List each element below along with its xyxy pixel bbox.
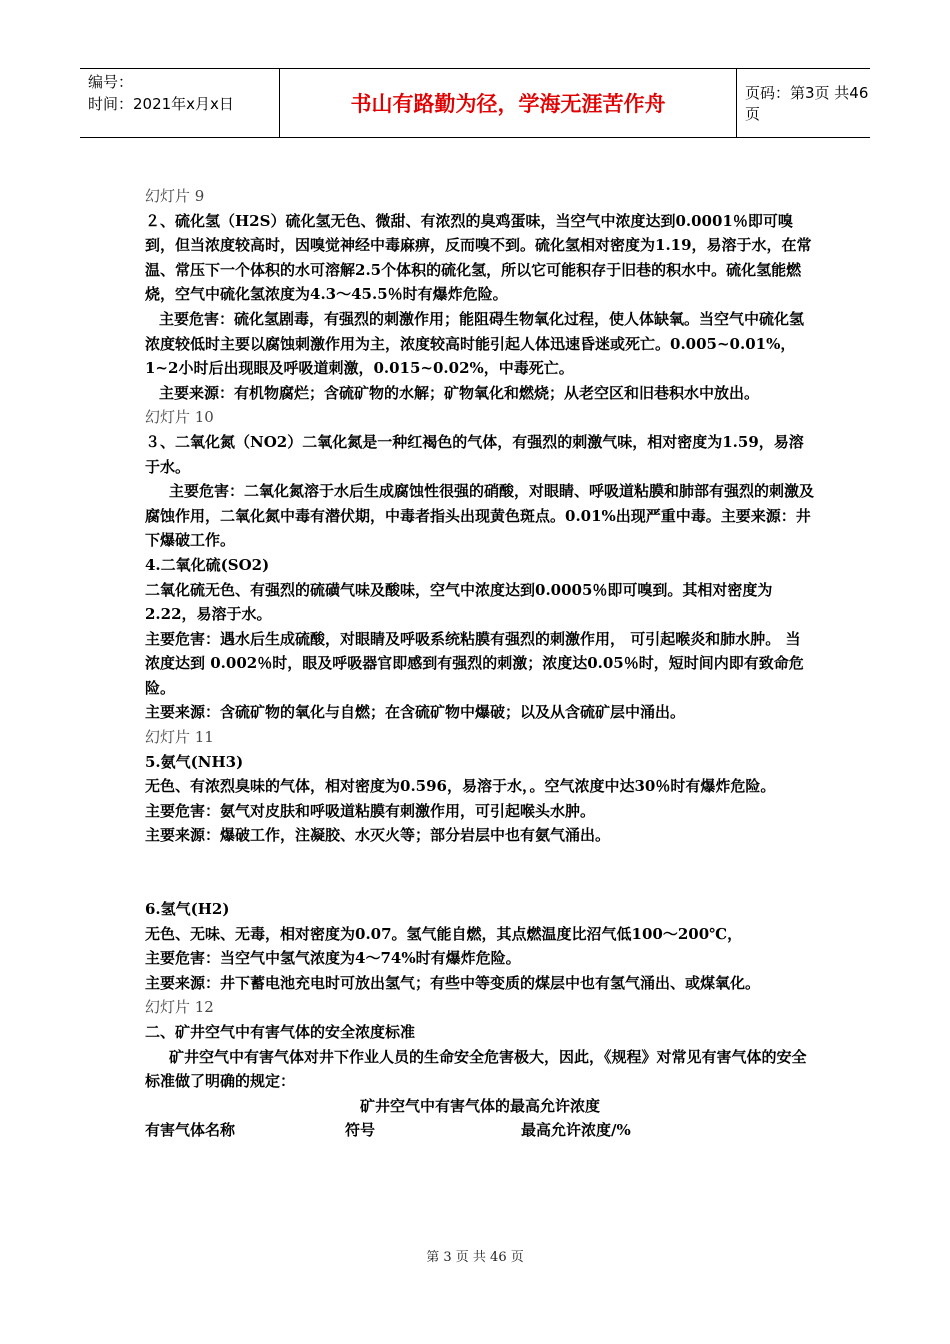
- paragraph: 主要危害：二氧化氮溶于水后生成腐蚀性很强的硝酸，对眼睛、呼吸道粘膜和肺部有强烈的刺激及腐蚀作用，二氧化氮中毒有潜伏期，中毒者指头出现黄色斑点。0.01%出现严重中毒。主要来源：井下爆破工作。: [145, 482, 815, 550]
- paragraph: 主要来源：爆破工作，注凝胶、水灭火等；部分岩层中也有氨气涌出。: [145, 826, 611, 845]
- slide-marker: 幻灯片 11: [145, 728, 214, 747]
- page-header: [80, 68, 870, 138]
- paragraph: 矿井空气中有害气体对井下作业人员的生命安全危害极大，因此，《规程》对常见有害气体的安全标准做了明确的规定：: [145, 1047, 807, 1091]
- paragraph: 主要危害：氨气对皮肤和呼吸道粘膜有刺激作用，可引起喉头水肿。: [145, 801, 596, 820]
- table-header-gas-name: 有害气体名称: [145, 1121, 236, 1140]
- slide-marker: 幻灯片 10: [145, 408, 214, 427]
- table-title: 矿井空气中有害气体的最高允许浓度: [359, 1096, 600, 1115]
- document-body: [145, 184, 815, 1143]
- paragraph: 主要来源：井下蓄电池充电时可放出氢气；有些中等变质的煤层中也有氢气涌出、或煤氧化。: [145, 973, 761, 992]
- header-motto: 书山有路勤为径，学海无涯苦作舟: [279, 69, 737, 137]
- paragraph: 主要危害：硫化氢剧毒，有强烈的刺激作用；能阻碍生物氧化过程，使人体缺氧。当空气中硫化氢浓度较低时主要以腐蚀刺激作用为主，浓度较高时能引起人体迅速昏迷或死亡。0.005~0.01%，1~2小时后出现眼及呼吸道刺激，0.015~0.02%，中毒死亡。: [145, 309, 805, 378]
- doc-number-label: 编号：: [88, 73, 134, 91]
- slide-marker: 幻灯片 12: [145, 998, 214, 1017]
- table-header-max-concentration: 最高允许浓度/%: [521, 1121, 631, 1140]
- header-page-number: 页码：第3页 共46页: [745, 84, 869, 123]
- paragraph: 主要危害：遇水后生成硫酸，对眼睛及呼吸系统粘膜有强烈的刺激作用， 可引起喉炎和肺水肿。 当浓度达到 0.002％时，眼及呼吸器官即感到有强烈的刺激；浓度达0.05％时，短时间内即有致命危险。: [145, 629, 804, 697]
- section-heading: 二、矿井空气中有害气体的安全浓度标准: [145, 1023, 416, 1041]
- page-footer: 第 3 页 共 46 页: [426, 1250, 524, 1265]
- paragraph: 主要来源：含硫矿物的氧化与自燃；在含硫矿物中爆破；以及从含硫矿层中涌出。: [145, 703, 686, 722]
- paragraph: 无色、无味、无毒，相对密度为0.07。氢气能自燃，其点燃温度比沼气低100～200℃，: [145, 924, 743, 943]
- doc-date-label: 时间：2021年x月x日: [88, 95, 234, 113]
- paragraph: 二氧化硫无色、有强烈的硫磺气味及酸味，空气中浓度达到0.0005％即可嗅到。其相对密度为2.22，易溶于水。: [145, 580, 773, 624]
- table-header-row: [145, 1118, 815, 1143]
- section-heading: 6.氢气(H2): [145, 900, 230, 919]
- paragraph: ３、二氧化氮（NO2）二氧化氮是一种红褐色的气体，有强烈的刺激气味，相对密度为1.59，易溶于水。: [145, 432, 804, 476]
- paragraph: 主要危害：当空气中氢气浓度为4～74%时有爆炸危险。: [145, 949, 521, 968]
- section-heading: 4.二氧化硫(SO2): [145, 555, 270, 574]
- paragraph: ２、硫化氢（H2S）硫化氢无色、微甜、有浓烈的臭鸡蛋味，当空气中浓度达到0.0001％即可嗅到，但当浓度较高时，因嗅觉神经中毒麻痹，反而嗅不到。硫化氢相对密度为1.19，易溶于水，在常温、常压下一个体积的水可溶解2.5个体积的硫化氢，所以它可能积存于旧巷的积水中。硫化氢能燃烧，空气中硫化氢浓度为4.3～45.5％时有爆炸危险。: [145, 211, 812, 304]
- table-header-symbol: 符号: [345, 1121, 376, 1140]
- slide-marker: 幻灯片 9: [145, 187, 205, 205]
- paragraph: 无色、有浓烈臭味的气体，相对密度为0.596，易溶于水，。空气浓度中达30％时有爆炸危险。: [145, 777, 776, 796]
- section-heading: 5.氨气(NH3): [145, 752, 244, 771]
- spacer: [145, 848, 815, 897]
- paragraph: 主要来源：有机物腐烂；含硫矿物的水解；矿物氧化和燃烧；从老空区和旧巷积水中放出。: [159, 383, 760, 402]
- header-meta: [88, 71, 234, 115]
